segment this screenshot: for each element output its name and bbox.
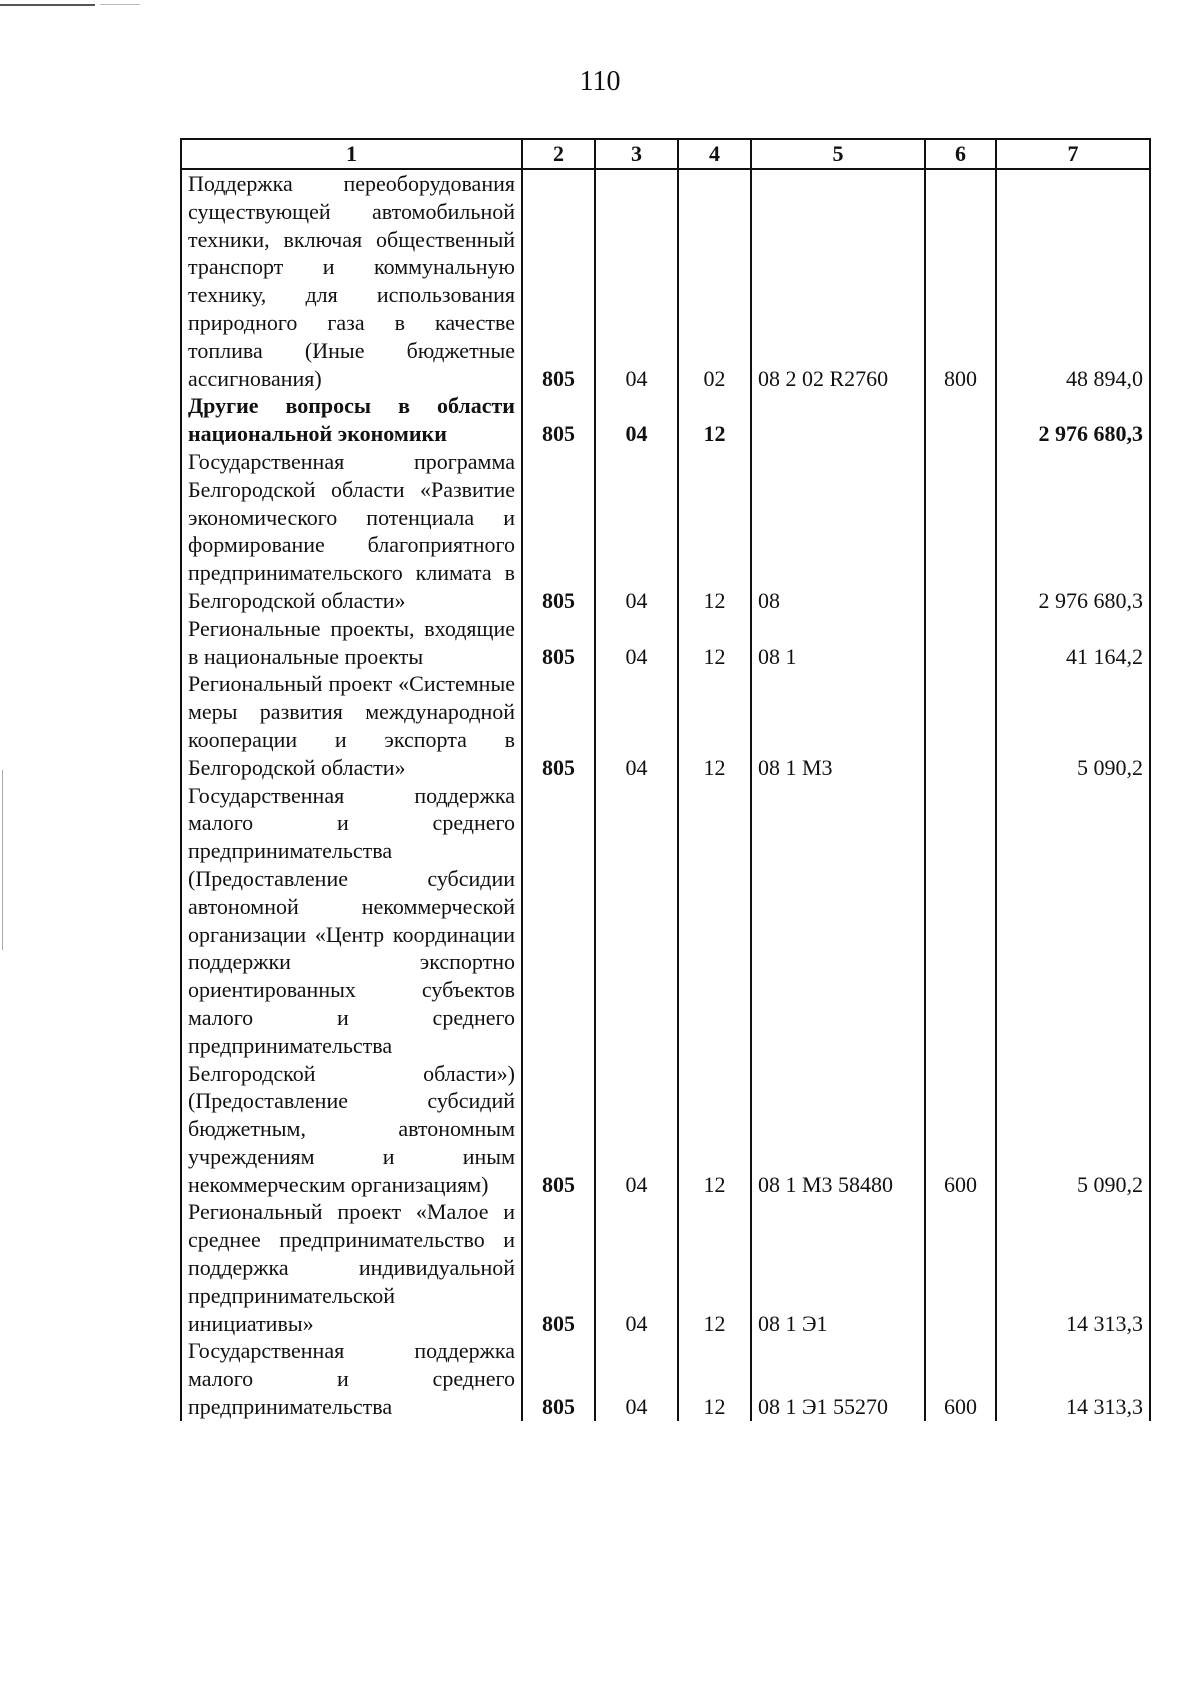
table-row	[181, 1198, 1150, 1337]
row-name: Другие вопросы в области национальной экономики	[181, 392, 522, 448]
section-code: 04	[595, 392, 678, 448]
target-article-code	[751, 392, 925, 448]
scan-edge-line	[2, 770, 3, 950]
amount: 14 313,3	[996, 1198, 1150, 1337]
ministry-code: 805	[522, 448, 595, 615]
ministry-code: 805	[522, 615, 595, 671]
row-name: Региональный проект «Малое и среднее предпринимательство и поддержка индивидуальной предпринимательской инициативы»	[181, 1198, 522, 1337]
subsection-code: 12	[678, 448, 751, 615]
target-article-code: 08 1 М3 58480	[751, 782, 925, 1199]
section-code: 04	[595, 1198, 678, 1337]
amount: 5 090,2	[996, 782, 1150, 1199]
target-article-code: 08	[751, 448, 925, 615]
column-header-6: 6	[925, 139, 996, 169]
scan-edge-mark	[0, 4, 95, 6]
target-article-code: 08 1 Э1 55270	[751, 1337, 925, 1420]
table-row	[181, 392, 1150, 448]
row-name: Поддержка переоборудования существующей автомобильной техники, включая общественный транспорт и коммунальную технику, для использования природного газа в качестве топлива (Иные бюджетные ассигнования)	[181, 169, 522, 392]
budget-table	[180, 138, 1151, 1421]
amount: 41 164,2	[996, 615, 1150, 671]
subsection-code: 12	[678, 1198, 751, 1337]
expense-type-code: 600	[925, 1337, 996, 1420]
target-article-code: 08 2 02 R2760	[751, 169, 925, 392]
target-article-code: 08 1 Э1	[751, 1198, 925, 1337]
column-header-7: 7	[996, 139, 1150, 169]
expense-type-code	[925, 448, 996, 615]
expense-type-code	[925, 670, 996, 781]
amount: 48 894,0	[996, 169, 1150, 392]
ministry-code: 805	[522, 1337, 595, 1420]
row-name: Региональные проекты, входящие в национальные проекты	[181, 615, 522, 671]
expense-type-code	[925, 1198, 996, 1337]
section-code: 04	[595, 169, 678, 392]
subsection-code: 02	[678, 169, 751, 392]
column-header-5: 5	[751, 139, 925, 169]
column-header-3: 3	[595, 139, 678, 169]
table-row	[181, 169, 1150, 392]
target-article-code: 08 1 М3	[751, 670, 925, 781]
ministry-code: 805	[522, 1198, 595, 1337]
column-header-2: 2	[522, 139, 595, 169]
subsection-code: 12	[678, 670, 751, 781]
subsection-code: 12	[678, 615, 751, 671]
ministry-code: 805	[522, 670, 595, 781]
table-body	[181, 169, 1150, 1421]
column-header-1: 1	[181, 139, 522, 169]
section-code: 04	[595, 1337, 678, 1420]
row-name: Государственная поддержка малого и среднего предпринимательства	[181, 1337, 522, 1420]
subsection-code: 12	[678, 392, 751, 448]
amount: 2 976 680,3	[996, 392, 1150, 448]
table-row	[181, 448, 1150, 615]
row-name: Государственная поддержка малого и среднего предпринимательства (Предоставление субсидии автономной некоммерческой организации «Центр координации поддержки экспортно ориентированных субъектов малого и среднего предпринимательства Белгородской области») (Предоставление субсидий бюджетным, автономным учреждениям и иным некоммерческим организациям)	[181, 782, 522, 1199]
table-row	[181, 670, 1150, 781]
page-number: 110	[579, 66, 621, 97]
column-header-4: 4	[678, 139, 751, 169]
amount: 14 313,3	[996, 1337, 1150, 1420]
section-code: 04	[595, 782, 678, 1199]
section-code: 04	[595, 448, 678, 615]
target-article-code: 08 1	[751, 615, 925, 671]
expense-type-code: 600	[925, 782, 996, 1199]
expense-type-code: 800	[925, 169, 996, 392]
ministry-code: 805	[522, 169, 595, 392]
table-row	[181, 1337, 1150, 1420]
table-header	[181, 139, 1150, 169]
scan-edge-mark	[100, 4, 140, 5]
section-code: 04	[595, 670, 678, 781]
row-name: Региональный проект «Системные меры развития международной кооперации и экспорта в Белгородской области»	[181, 670, 522, 781]
expense-type-code	[925, 392, 996, 448]
section-code: 04	[595, 615, 678, 671]
amount: 5 090,2	[996, 670, 1150, 781]
table-row	[181, 782, 1150, 1199]
subsection-code: 12	[678, 782, 751, 1199]
amount: 2 976 680,3	[996, 448, 1150, 615]
ministry-code: 805	[522, 782, 595, 1199]
row-name: Государственная программа Белгородской области «Развитие экономического потенциала и формирование благоприятного предпринимательского климата в Белгородской области»	[181, 448, 522, 615]
subsection-code: 12	[678, 1337, 751, 1420]
expense-type-code	[925, 615, 996, 671]
ministry-code: 805	[522, 392, 595, 448]
table-row	[181, 615, 1150, 671]
